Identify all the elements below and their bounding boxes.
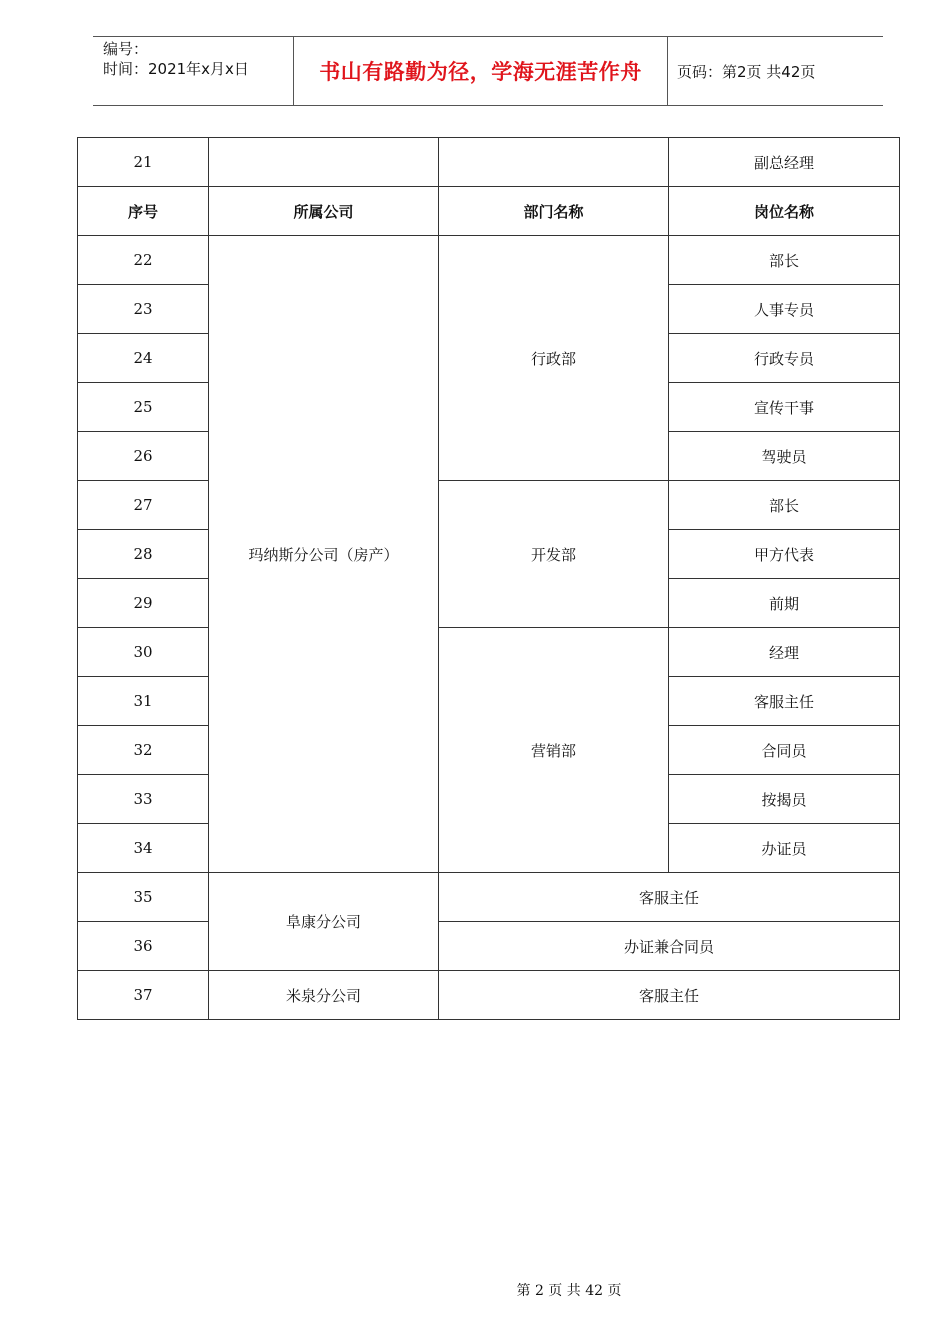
position-cell: 人事专员 [669,285,900,334]
row-number: 22 [78,236,209,285]
row-number: 25 [78,383,209,432]
position-cell: 甲方代表 [669,530,900,579]
row-number: 33 [78,775,209,824]
position-cell: 办证员 [669,824,900,873]
position-cell: 部长 [669,481,900,530]
row-number: 36 [78,922,209,971]
position-cell: 行政专员 [669,334,900,383]
department-cell [439,138,669,187]
company-cell: 米泉分公司 [209,971,439,1020]
header-meta [103,39,293,79]
page-footer [0,1280,950,1300]
table-row [78,971,900,1020]
time-label: 时间：2021年x月x日 [103,60,249,78]
row-number: 32 [78,726,209,775]
page-header [93,36,883,106]
position-cell: 经理 [669,628,900,677]
table-row [78,138,900,187]
header-motto: 书山有路勤为径，学海无涯苦作舟 [319,60,642,84]
position-cell: 宣传干事 [669,383,900,432]
table-row [78,628,900,677]
serial-label: 编号： [103,40,149,58]
row-number: 28 [78,530,209,579]
row-number: 23 [78,285,209,334]
table-row [78,922,900,971]
position-cell: 副总经理 [669,138,900,187]
row-number: 27 [78,481,209,530]
position-cell: 办证兼合同员 [439,922,900,971]
company-cell [209,138,439,187]
position-cell: 前期 [669,579,900,628]
position-cell: 驾驶员 [669,432,900,481]
row-number: 34 [78,824,209,873]
position-cell: 客服主任 [439,873,900,922]
row-number: 26 [78,432,209,481]
position-cell: 客服主任 [669,677,900,726]
department-cell: 营销部 [439,628,669,873]
row-number: 24 [78,334,209,383]
footer-page-number: 第 2 页 共 42 页 [516,1283,622,1299]
department-cell: 行政部 [439,236,669,481]
row-number: 37 [78,971,209,1020]
position-cell: 部长 [669,236,900,285]
column-header-number: 序号 [78,187,209,236]
table-row [78,236,900,285]
table-row [78,873,900,922]
header-page-info: 页码：第2页 共42页 [677,62,816,81]
table-row [78,481,900,530]
table-header-row [78,187,900,236]
row-number: 29 [78,579,209,628]
department-cell: 开发部 [439,481,669,628]
row-number: 35 [78,873,209,922]
position-cell: 客服主任 [439,971,900,1020]
header-divider [667,37,668,105]
position-cell: 合同员 [669,726,900,775]
position-cell: 按揭员 [669,775,900,824]
company-cell: 玛纳斯分公司（房产） [209,236,439,873]
column-header-department: 部门名称 [439,187,669,236]
row-number: 21 [78,138,209,187]
row-number: 31 [78,677,209,726]
position-table [77,137,900,1020]
row-number: 30 [78,628,209,677]
company-cell: 阜康分公司 [209,873,439,971]
column-header-position: 岗位名称 [669,187,900,236]
column-header-company: 所属公司 [209,187,439,236]
